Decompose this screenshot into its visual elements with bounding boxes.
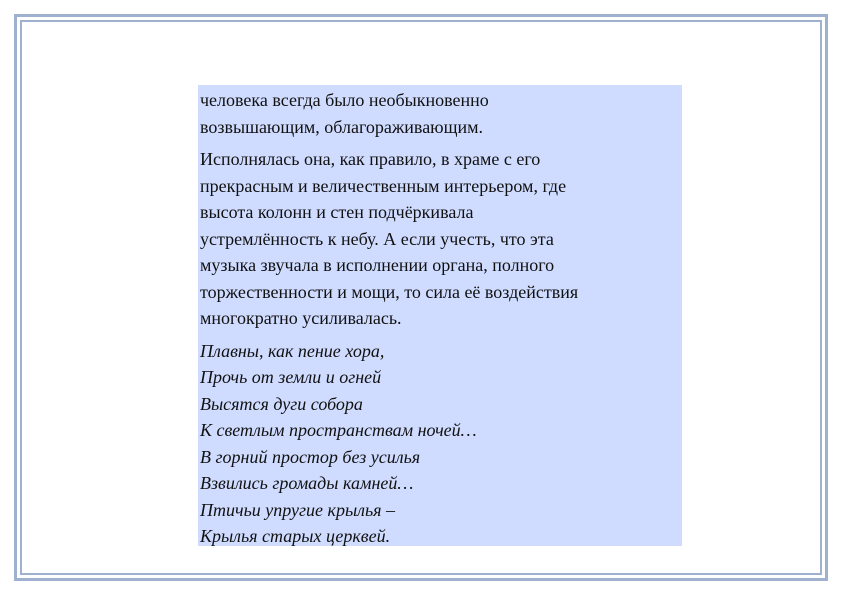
paragraph-1-line: возвышающим, облагораживающим.	[200, 116, 484, 137]
paragraph-2	[200, 146, 682, 332]
paragraph-1-line: человека всегда было необыкновенно	[200, 90, 489, 110]
paragraph-1	[200, 87, 682, 140]
poem-line: Птичьи упругие крылья –	[200, 499, 396, 520]
paragraph-2-line: многократно усиливалась.	[200, 308, 402, 328]
poem-line: Прочь от земли и огней	[200, 367, 382, 387]
poem-line: Высятся дуги собора	[200, 393, 363, 414]
poem-stanza	[200, 338, 682, 550]
paragraph-2-line: Исполнялась она, как правило, в храме с его	[200, 149, 541, 169]
poem-line: Плавны, как пение хора,	[200, 340, 385, 361]
poem-line: Крылья старых церквей.	[200, 526, 391, 546]
paragraph-2-line: высота колонн и стен подчёркивала	[200, 202, 474, 222]
text-block	[198, 85, 682, 546]
paragraph-2-line: торжественности и мощи, то сила её воздействия	[200, 281, 579, 302]
poem-line: К светлым пространствам ночей…	[200, 420, 477, 440]
paragraph-2-line: устремлённость к небу. А если учесть, что эта	[200, 228, 554, 249]
paragraph-2-line: прекрасным и величественным интерьером, где	[200, 175, 567, 196]
poem-line: В горний простор без усилья	[200, 446, 421, 467]
paragraph-2-line: музыка звучала в исполнении органа, полного	[200, 255, 555, 275]
poem-line: Взвились громады камней…	[200, 473, 414, 493]
